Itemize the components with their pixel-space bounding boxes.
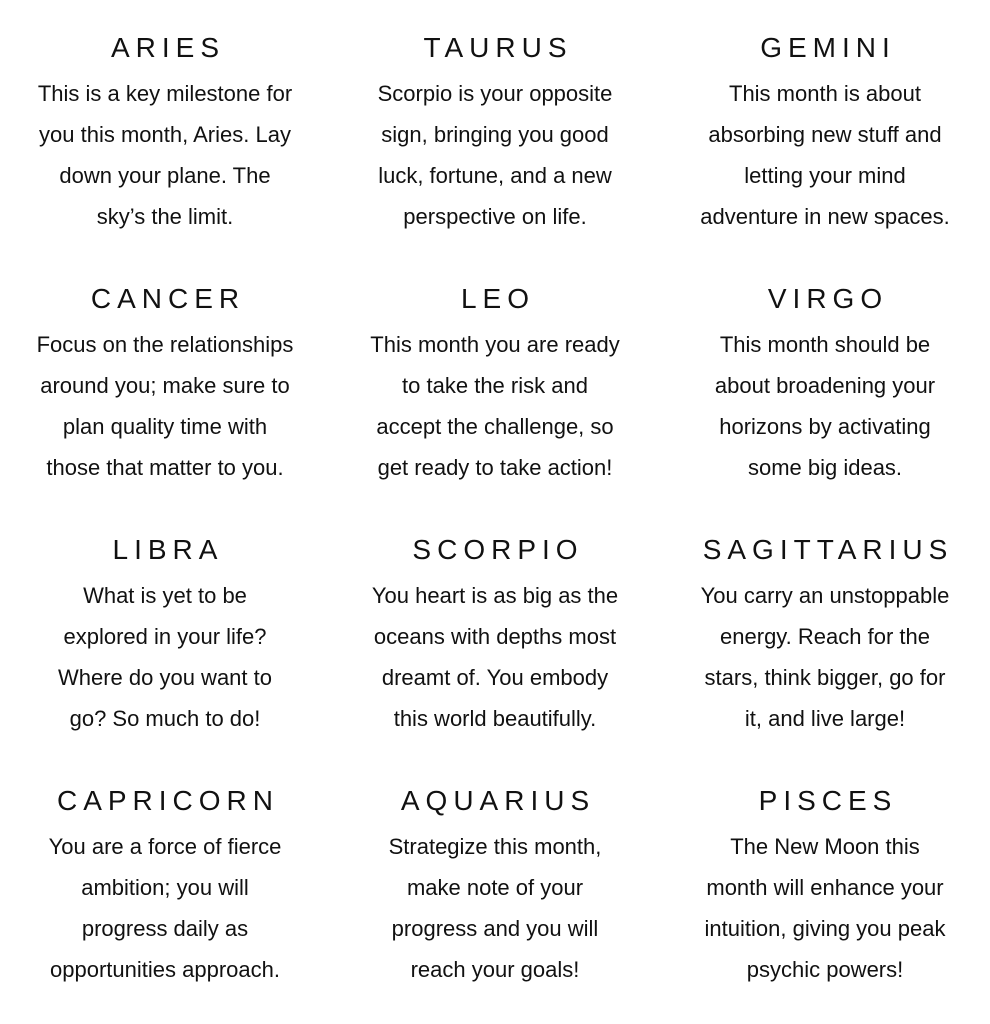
- sign-description: The New Moon this month will enhance your intuition, giving you peak psychic powers!: [704, 834, 946, 982]
- sign-title: AQUARIUS: [400, 785, 596, 816]
- sign-card-virgo: [660, 282, 990, 488]
- sign-title: LEO: [460, 283, 536, 314]
- sign-title: LIBRA: [112, 534, 224, 565]
- sign-description: This month should be about broadening your horizons by activating some big ideas.: [714, 332, 936, 480]
- sign-card-taurus: [330, 31, 660, 237]
- sign-card-sagittarius: [660, 533, 990, 739]
- sign-description: What is yet to be explored in your life? Where do you want to go? So much to do!: [57, 583, 272, 731]
- sign-description: You are a force of fierce ambition; you will progress daily as opportunities approach.: [48, 834, 282, 982]
- sign-description: You heart is as big as the oceans with depths most dreamt of. You embody this world beautifully.: [371, 583, 619, 731]
- sign-title: ARIES: [110, 32, 226, 63]
- sign-description: This is a key milestone for you this month, Aries. Lay down your plane. The sky’s the limit.: [37, 81, 293, 229]
- sign-description: Strategize this month, make note of your progress and you will reach your goals!: [388, 834, 602, 982]
- sign-title: CAPRICORN: [56, 785, 279, 816]
- sign-card-capricorn: [0, 784, 330, 990]
- sign-title: SAGITTARIUS: [702, 534, 954, 565]
- sign-card-aquarius: [330, 784, 660, 990]
- sign-title: GEMINI: [760, 32, 896, 63]
- sign-description: Scorpio is your opposite sign, bringing you good luck, fortune, and a new perspective on life.: [377, 81, 613, 229]
- sign-title: CANCER: [90, 283, 246, 314]
- sign-title: VIRGO: [767, 283, 889, 314]
- sign-description: Focus on the relationships around you; make sure to plan quality time with those that matter to you.: [36, 332, 294, 480]
- sign-description: You carry an unstoppable energy. Reach for the stars, think bigger, go for it, and live large!: [700, 583, 950, 731]
- sign-card-scorpio: [330, 533, 660, 739]
- sign-title: TAURUS: [423, 32, 573, 63]
- sign-card-aries: [0, 31, 330, 237]
- sign-card-cancer: [0, 282, 330, 488]
- sign-card-libra: [0, 533, 330, 739]
- sign-description: This month is about absorbing new stuff and letting your mind adventure in new spaces.: [700, 81, 950, 229]
- sign-card-gemini: [660, 31, 990, 237]
- sign-title: PISCES: [758, 785, 898, 816]
- sign-card-pisces: [660, 784, 990, 990]
- sign-title: SCORPIO: [412, 534, 584, 565]
- sign-description: This month you are ready to take the risk and accept the challenge, so get ready to take action!: [370, 332, 620, 480]
- sign-card-leo: [330, 282, 660, 488]
